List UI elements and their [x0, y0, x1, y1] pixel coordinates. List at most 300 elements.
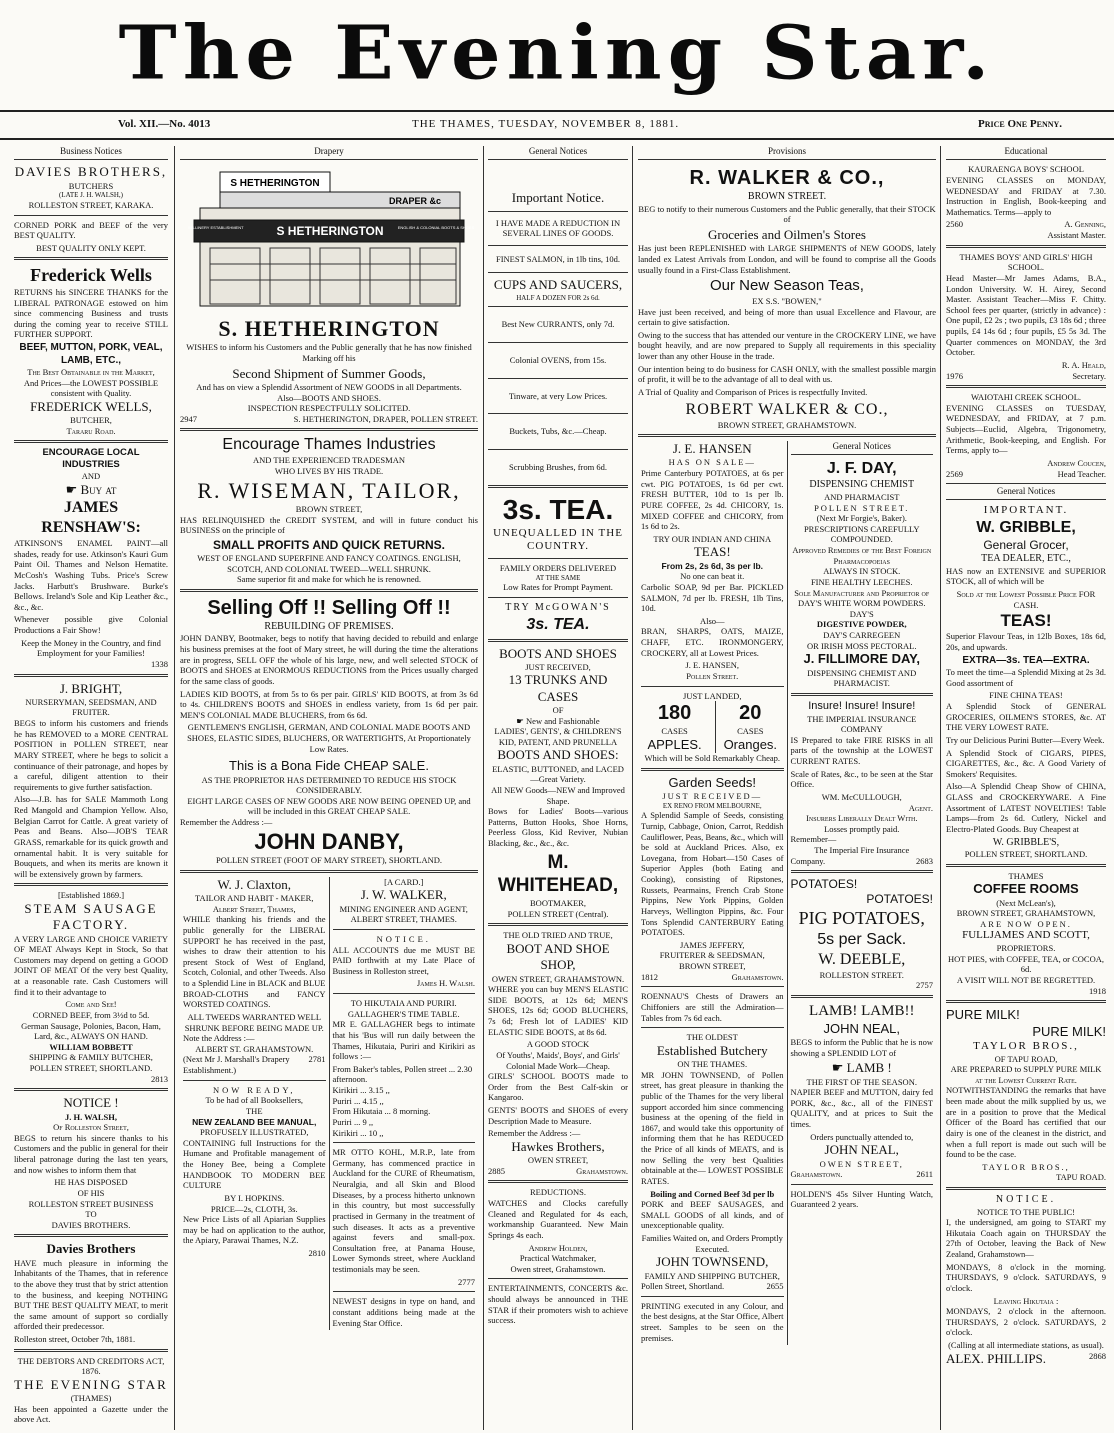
reductions-text: WATCHES and Clocks carefully Cleaned and Regulated for 4s each, workmanship Guaranteed. New Main Springs 4s each.: [488, 1198, 628, 1240]
fw-name: Frederick Wells: [30, 265, 152, 286]
apples-word: APPLES.: [647, 736, 702, 752]
boots-trunks: 13 TRUNKS AND CASES: [508, 672, 608, 704]
davies-best: BEST QUALITY ONLY KEPT.: [36, 242, 146, 253]
newest-designs: NEWEST designs in type on hand, and constant additions being made at the Evening Star Office.: [332, 1296, 475, 1328]
column-heading: Provisions: [638, 146, 936, 160]
nz-ready: NOW READY,: [212, 1084, 296, 1095]
neal-footer: [791, 1169, 934, 1180]
milk-signature-2: TAPU ROAD.: [1056, 1172, 1106, 1183]
public-notice-footer: [946, 1351, 1106, 1367]
whitehead-address: POLLEN STREET (Central).: [507, 908, 609, 919]
butchery-oldest: THE OLDEST: [686, 1032, 738, 1043]
column-heading: General Notices: [488, 146, 628, 160]
boots-received: JUST RECEIVED,: [525, 661, 591, 672]
bobbett-name: WILLIAM BOBBETT: [49, 1041, 133, 1052]
coffee-names: FULLJAMES AND SCOTT,: [962, 929, 1090, 942]
nz-had: To be had of all Booksellers,: [205, 1095, 304, 1106]
provisions-subcolumn-right: [787, 441, 937, 1345]
heth-inspection: INSPECTION RESPECTFULLY SOLICITED.: [247, 403, 411, 414]
hansen-list-2: Carbolic SOAP, 9d per Bar. PICKLED SALMON, 7d per lb. FRESH, 1lb Tins, 10d.: [641, 581, 784, 614]
insure-losses: Losses promptly paid.: [824, 823, 900, 834]
brushes-line: Scrubbing Brushes, from 6d.: [509, 461, 607, 472]
jeffery-footer: [641, 972, 784, 983]
coffee-head: COFFEE ROOMS: [973, 881, 1079, 897]
lamb-head: LAMB! LAMB!!: [809, 1003, 915, 1019]
potatoes-price: 5s per Sack.: [817, 930, 907, 948]
day-name: J. F. DAY,: [826, 460, 897, 478]
milk-bros: TAYLOR BROS.,: [973, 1039, 1079, 1052]
danby-address: POLLEN STREET (FOOT OF MARY STREET), SHORTLAND.: [215, 855, 442, 866]
enc-text-2: Whenever possible give Colonial Productions a Fair Show!: [14, 614, 168, 635]
sell-remember: Remember the Address :—: [180, 817, 273, 827]
heth-text: WISHES to inform his Customers and the Public generally that he has now finished Marking off his: [186, 342, 472, 363]
hansen-list: Prime Canterbury POTATOES, at 6s per cwt. PIG POTATOES, 1s 6d per cwt. FRESH BUTTER, 10d to 1s per lb. PURE COFFEE, 2s 4d. CHICORY, 1s. MIXED COFFEE and CHICORY, from 1s 6d to 2s.: [641, 468, 784, 532]
day-prescriptions: PRESCRIPTIONS CAREFULLY COMPOUNDED.: [803, 523, 920, 545]
kauaeranga-sig-2: Assistant Master.: [1047, 230, 1106, 240]
walker-text-3: Have just been received, and being of more than usual Excellence and Flavour, are certain to give satisfaction.: [638, 306, 936, 328]
buckets-line: Buckets, Tubs, &c.—Cheap.: [509, 426, 607, 437]
neal-orders: Orders punctually attended to,: [810, 1131, 914, 1142]
public-notice-times: MONDAYS, 8 o'clock in the morning. THURSDAYS, 9 o'clock. SATURDAYS, 9 o'clock.: [946, 1261, 1106, 1293]
neal-lamb: [791, 1060, 934, 1076]
hawkes-address: OWEN STREET, GRAHAMSTOWN.: [491, 973, 625, 984]
potatoes-head: POTATOES!: [790, 877, 858, 892]
gribble-trade: General Grocer,: [983, 538, 1069, 553]
neal-first: THE FIRST OF THE SEASON.: [806, 1076, 917, 1087]
milk-signature: TAYLOR BROS.,: [982, 1161, 1070, 1172]
boots-new-text: New and Fashionable: [526, 715, 600, 726]
hansen-fruit-boxes: [641, 701, 784, 753]
thames-school-footer: [946, 371, 1106, 382]
apples-count: 180: [657, 702, 692, 725]
walker-trial: A Trial of Quality and Comparison of Prices is respectfully Invited.: [638, 386, 868, 397]
sell-bona-fide: This is a Bona Fide CHEAP SALE.: [229, 758, 429, 774]
jw-walker-name: J. W. WALKER,: [360, 887, 447, 903]
timetable-row: Puriri ... 9 ,,: [332, 1116, 374, 1127]
ad-number: 2885: [488, 1165, 505, 1176]
sell-head: Selling Off !! Selling Off !!: [207, 596, 451, 619]
davies-late: (LATE J. H. WALSH,): [58, 191, 124, 200]
kohl-text: MR OTTO KOHL, M.R.P., late from Germany, has commenced practice in Auckland for the CURE of Rheumatism, Neuralgia, and all Skin and Blood Diseases, by a process hitherto unknown in this country, but most successfully practised in Germany in the treatment of such diseases. It acts as a preventive against fevers and small-pox. Consultation free, at Panama House, Lower Symonds street, where Auckland testimonials may be seen.: [332, 1147, 475, 1274]
walsh-notice: ALL ACCOUNTS due me MUST BE PAID forthwith at my Late Place of Business in Rolleston street,: [332, 944, 475, 976]
hansen-teas: TEAS!: [693, 544, 731, 560]
roennau-text: ROENNAU'S Chests of Drawers an Chiffoniers are still the Admiration—Tables from 7s 6d each.: [641, 991, 784, 1023]
debtors-act: THE DEBTORS AND CREDITORS ACT, 1876.: [17, 1355, 165, 1377]
fw-signature-3: Tararu Road.: [66, 425, 116, 436]
milk-text: ARE PREPARED to SUPPLY PURE MILK: [950, 1064, 1102, 1075]
insure-signature: WM. McCULLOUGH,: [821, 791, 902, 802]
fillimore-name: J. FILLIMORE DAY,: [803, 651, 921, 667]
hansen-also: Also—: [699, 615, 725, 626]
wiseman-name: R. WISEMAN, TAILOR,: [197, 477, 461, 503]
walker-groceries: Groceries and Oilmen's Stores: [708, 227, 866, 242]
neal-lamb-text: LAMB !: [846, 1060, 892, 1076]
waiotahi-sig-2: Head Teacher.: [1057, 468, 1106, 479]
drapery-subcolumns: [180, 877, 478, 1330]
hikutaia-timetable: [333, 1085, 476, 1138]
enc-keep: Keep the Money in the Country, and find Employment for your Families!: [21, 637, 161, 659]
column-business-notices: [14, 146, 168, 1426]
jeffery-trade: FRUITERER & SEEDSMAN,: [659, 950, 765, 961]
townsend-footer: [641, 1281, 784, 1292]
sausage-german: German Sausage, Polonies, Bacon, Ham, Lard, &c., ALWAYS ON HAND.: [21, 1020, 161, 1042]
wiseman-address: BROWN STREET,: [295, 504, 363, 515]
sell-sub: REBUILDING OF PREMISES.: [264, 620, 394, 632]
column-general-notices: [488, 146, 628, 1426]
shop-sign-4: MILLINERY ESTABLISHMENT: [188, 225, 244, 231]
hansen-sold: Which will be Sold Remarkably Cheap.: [644, 753, 780, 763]
ad-number: 2810: [308, 1248, 326, 1258]
coffee-address: BROWN STREET, GRAHAMSTOWN,: [956, 908, 1096, 919]
day-address: POLLEN STREET.: [814, 502, 910, 513]
hawkes-shop: BOOT AND SHOE SHOP,: [506, 941, 610, 973]
notice-head: NOTICE.: [376, 933, 431, 944]
waiotahi-footer: [946, 469, 1106, 480]
sausage-established: [Established 1869.]: [57, 890, 125, 901]
day-days: DAY'S: [849, 608, 874, 619]
claxton-address: Albert Street, Thames,: [212, 903, 296, 914]
tea-big: 3s. TEA.: [526, 615, 590, 633]
gribble-name: W. GRIBBLE,: [976, 519, 1076, 537]
walsh-business: ROLLESTON STREET BUSINESS: [28, 1198, 154, 1209]
heth-footer: [180, 414, 478, 425]
public-notice-times-2: MONDAYS, 2 o'clock in the afternoon. THURSDAYS, 2 o'clock. SATURDAYS, 2 o'clock.: [946, 1306, 1106, 1338]
butchery-pork: PORK and BEEF SAUSAGES, and SMALL GOODS of all kinds, and of unexceptionable quality.: [641, 1199, 784, 1231]
enc-thames-sub-2: WHO LIVES BY HIS TRADE.: [274, 466, 384, 476]
neal-text-2: NAPIER BEEF and MUTTON, dairy fed PORK, &c., &c., all of the FINEST QUALITY, and at prices to Suit the times.: [790, 1087, 933, 1129]
oranges-count: 20: [739, 702, 762, 725]
ad-number: 2560: [946, 219, 963, 230]
hansen-nocan: No one can beat it.: [680, 571, 745, 582]
claxton-footer: [183, 1054, 326, 1075]
holden-text: HOLDEN'S 45s Silver Hunting Watch, Guaranteed 2 years.: [790, 1188, 933, 1210]
hawkes-girls: GIRLS' SCHOOL BOOTS made to Order from the Best Calf-skin or Kangaroo.: [488, 1071, 628, 1103]
wiseman-big: SMALL PROFITS AND QUICK RETURNS.: [212, 538, 445, 552]
gribble-china: FINE CHINA TEAS!: [989, 690, 1063, 701]
wiseman-text: HAS RELINQUISHED the CREDIT SYSTEM, and will in future conduct his BUSINESS on the principle of: [180, 514, 478, 536]
day-trade-2: AND PHARMACIST: [824, 491, 900, 502]
sell-text: JOHN DANBY, Bootmaker, begs to notify that having decided to rebuild and enlarge his business premises at the foot of Mary street, he will during the time the alterations are in progress, SELL OFF the whole of his large, new, and well selected STOCK of BOOTS and SHOES at ENORMOUS REDUCTIONS from the Prices usually charged for the same class of goods.: [180, 633, 478, 686]
gribble-try: Try our Delicious Purini Butter—Every Week.: [946, 734, 1105, 745]
hansen-landed: JUST LANDED,: [683, 690, 742, 701]
whitehead-trade: BOOTMAKER,: [530, 898, 586, 909]
hawkes-text: WHERE you can buy MEN'S ELASTIC SIDE BOOTS, at 12s 6d; MEN'S SHOES, 12s 6d; GOOD BLUCHERS, 7s 6d; Fresh lot of LADIES' KID ELASTIC SIDE BOOTS, at 8s 6d.: [488, 984, 628, 1037]
jw-walker-trade: MINING ENGINEER AND AGENT,: [339, 903, 468, 914]
nz-text: CONTAINING full Instructions for the Humane and Profitable management of the Honey Bee, being a Complete HANDBOOK TO MODERN BEE CULTURE: [183, 1137, 326, 1191]
butchery-text: MR JOHN TOWNSEND, of Pollen street, has great pleasure in thanking the public of the Thames for the very liberal support accorded him since commencing business at the opening of the field in 1867, and would take this opportunity of informing them that he has REDUCED the Price of all kinds of MEATS, and is now Selling the very best Qualities obtainable at the— LOWEST POSSIBLE RATES.: [641, 1069, 784, 1186]
neal-name: JOHN NEAL,: [823, 1020, 901, 1036]
nz-illustrated: PROFUSELY ILLUSTRATED,: [200, 1127, 309, 1138]
column-drapery: [180, 146, 478, 1426]
column-heading: Drapery: [180, 146, 478, 160]
enc-name: JAMES RENSHAW'S:: [41, 499, 141, 536]
ad-number: 2757: [916, 980, 933, 991]
reductions-sig: Andrew Holden,: [528, 1242, 588, 1253]
storefront-illustration: [180, 168, 478, 308]
milk-text-2: NOTWITHSTANDING the remarks that have been made about the milk supplied by us, we are in a position to prove that the Medical Officer of the Board has certified that our dairy is one of the cleanest in the district, and when a full report is made out such will be found to be the case.: [946, 1085, 1106, 1160]
claxton-name: W. J. Claxton,: [217, 876, 292, 892]
thames-school-text: Head Master—Mr James Adams, B.A., London University. W. H. Airey, Second Master. Assistant Teacher—Miss F. Chitty. School fees per quarter, (strictly in advance) : One pupil, £2 2s ; two pupils, £3 18s 6d ; three pupils, £4 14s 6d ; four pupils, £5 5s 3d. The Quarter commences on MONDAY, the 3rd October.: [946, 272, 1106, 358]
insure-text: IS Prepared to take FIRE RISKS in all parts of the township at the LOWEST CURRENT RATES.: [790, 734, 933, 766]
potatoes-pig: PIG POTATOES,: [798, 908, 925, 929]
hawkes-gents: GENTS' BOOTS and SHOES of every Description Made to Measure.: [488, 1105, 628, 1126]
day-worm: DAY'S WHITE WORM POWDERS.: [798, 598, 926, 609]
hawkes-youths: Of Youths', Maids', Boys', and Girls' Colonial Made Work—Cheap.: [496, 1049, 620, 1071]
waiotahi-sig: Andrew Coucen,: [1047, 457, 1106, 468]
db-date: Rolleston street, October 7th, 1881.: [14, 1334, 136, 1344]
ad-number: 2868: [1089, 1350, 1106, 1361]
entertainments-text: ENTERTAINMENTS, CONCERTS &c. should always be announced in THE STAR if their promoters wish to achieve success.: [488, 1283, 628, 1326]
wiseman-fit: Same superior fit and make for which he is renowned.: [236, 574, 422, 585]
day-approved: Approved Remedies of the Best Foreign Pharmacopoeias: [792, 545, 932, 566]
ad-number: 2781: [308, 1054, 326, 1065]
townsend-name: JOHN TOWNSEND,: [656, 1254, 769, 1270]
reductions-sig-2: Practical Watchmaker,: [519, 1253, 597, 1264]
thames-school-head: THAMES BOYS' AND GIRLS' HIGH SCHOOL.: [959, 251, 1093, 273]
day-always: ALWAYS IN STOCK.: [823, 566, 901, 577]
day-carregeen: DAY'S CARREGEEN: [823, 630, 901, 640]
public-notice-sub: NOTICE TO THE PUBLIC!: [977, 1206, 1075, 1217]
gribble-cigars: A Splendid Stock of CIGARS, PIPES, CIGARETTES, &c., &c. A Good Variety of Smokers' Requisites.: [946, 747, 1106, 779]
place-date: THE THAMES, TUESDAY, NOVEMBER 8, 1881.: [412, 118, 680, 130]
kauaeranga-footer: [946, 219, 1106, 230]
heth-name: S. HETHERINGTON: [218, 315, 440, 341]
insure-company-name: The Imperial Fire Insurance: [814, 845, 910, 855]
ovens-line: Colonial OVENS, from 15s.: [509, 355, 607, 365]
boots-bows: Bows for Ladies' Boots—various Patterns, Button Hooks, Shoe Horns, Peerless Gloss, Kid Reviver, Nubian Blacking, &c., &c., &c.: [488, 806, 628, 848]
hawkes-owen: OWEN STREET,: [527, 1155, 589, 1166]
walsh-signature: James H. Walsh.: [416, 978, 475, 989]
deeble-address: ROLLESTON STREET.: [819, 969, 904, 980]
walker-text-4: Owing to the success that has attended our venture in the CROCKERY LINE, we have bought heavily, and are now prepared to Supply all requirements in this speciality lower than any other House in the trade.: [638, 329, 936, 361]
hikutaia-head: TO HIKUTAIA AND PURIRI.: [350, 998, 457, 1008]
enc-buy-text: Buy at: [80, 481, 117, 497]
bobbett-trade: SHIPPING & FAMILY BUTCHER, POLLEN STREET, SHORTLAND.: [29, 1052, 153, 1073]
gribble-extra: EXTRA—3s. TEA—EXTRA.: [962, 654, 1090, 666]
hawkes-remember: Remember the Address :—: [488, 1128, 581, 1139]
shop-sign-5: ENGLISH & COLONIAL BOOTS & SHOES: [397, 225, 475, 231]
nz-lists: New Price Lists of all Apiarian Supplies may be had on application to the author, the Apiary, Parawai Thames, N.Z.: [183, 1214, 326, 1246]
hikutaia-from: From Baker's tables, Pollen street ... 2.30 afternoon.: [332, 1063, 473, 1085]
day-next: (Next Mr Forgie's, Baker).: [816, 513, 907, 524]
enc-thames-sub: AND THE EXPERIENCED TRADESMAN: [253, 455, 405, 466]
drapery-subcolumn-left: [180, 877, 329, 1330]
walker-name: R. WALKER & CO.,: [689, 167, 885, 190]
claxton-next: (Next Mr J. Marshall's Drapery Establishment.): [183, 1054, 290, 1075]
hansen-try: TRY OUR INDIAN AND CHINA: [653, 533, 772, 544]
claxton-address-2: ALBERT ST. GRAHAMSTOWN.: [195, 1043, 314, 1054]
milk-head: PURE MILK!: [946, 1007, 1020, 1023]
shop-sign-1: S HETHERINGTON: [230, 178, 320, 190]
column-divider: [174, 146, 175, 1430]
walker-text-2: Has just been REPLENISHED with LARGE SHIPMENTS of NEW GOODS, lately landed ex Latest Arrivals from London, and will be found to comprise all the Goods usually found in a First-Class Establishment.: [638, 243, 936, 275]
bright-name: J. BRIGHT,: [59, 680, 123, 696]
seeds-received: JUST RECEIVED—: [662, 790, 763, 801]
whitehead-name: M. WHITEHEAD,: [497, 851, 619, 897]
fw-text: RETURNS his SINCERE THANKS for the LIBERAL PATRONAGE estowed on him since commencing Business and trusts during the coming year to receive STILL FURTHER SUPPORT.: [14, 286, 168, 340]
hawkes-good: A GOOD STOCK: [526, 1039, 590, 1050]
salmon-line: FINEST SALMON, in 1lb tins, 10d.: [495, 253, 621, 264]
apples-box: [647, 701, 701, 753]
hand-pointer-icon: ☛: [516, 715, 527, 726]
insure-head: Insure! Insure! Insure!: [808, 699, 916, 712]
heth-second: Second Shipment of Summer Goods,: [232, 365, 426, 381]
neal-signature: JOHN NEAL,: [824, 1142, 899, 1158]
fw-best: The Best Obtainable in the Market,: [27, 367, 155, 377]
hansen-name: J. E. HANSEN: [672, 441, 752, 457]
butchery-families: Families Waited on, and Orders Promptly Executed.: [641, 1233, 783, 1254]
townsend-trade: FAMILY AND SHIPPING BUTCHER,: [644, 1270, 780, 1281]
tea-try: TRY McGOWAN'S: [505, 602, 611, 613]
gribble-text: HAS now an EXTENSIVE and SUPERIOR STOCK, all of which will be: [946, 565, 1106, 587]
walker-signature-2: BROWN STREET, GRAHAMSTOWN.: [717, 419, 857, 430]
hawkes-old: THE OLD TRIED AND TRUE,: [503, 930, 613, 941]
boots-of: OF: [552, 704, 564, 715]
sausage-head: STEAM SAUSAGE FACTORY.: [24, 901, 158, 933]
day-leeches: FINE HEALTHY LEECHES.: [810, 576, 913, 587]
gribble-also: Also—A Splendid Cheap Show of CHINA, GLASS and CROCKERYWARE. A Fine Assortment of LATEST NOVELTIES! Table Lamps—from 2s 6d. Cutlery, Nickel and Electro-Plated Goods. Buy Cheapest at: [946, 781, 1106, 834]
timetable-row: Kirikiri ... 3.15 ,,: [332, 1085, 390, 1095]
timetable-row: From Hikutaia ... 8 morning.: [332, 1106, 431, 1117]
boots-elastic: ELASTIC, BUTTONED, and LACED—Great Variety.: [492, 763, 624, 785]
walker-teas: Our New Season Teas,: [710, 277, 864, 295]
claxton-trade: TAILOR AND HABIT - MAKER,: [195, 893, 314, 903]
coffee-proprietors: PROPRIETORS.: [996, 943, 1056, 954]
dateline: [0, 110, 1114, 140]
waiotahi-head: WAIOTAHI CREEK SCHOOL.: [970, 392, 1082, 403]
nz-the: THE: [245, 1105, 263, 1116]
boots-ladies: LADIES', GENTS', & CHILDREN'S KID, PATENT, AND PRUNELLA: [494, 726, 622, 747]
cups-line: CUPS AND SAUCERS,: [493, 277, 623, 293]
bright-trade: NURSERYMAN, SEEDSMAN, AND FRUITER.: [25, 696, 157, 718]
coffee-open: ARE NOW OPEN.: [980, 918, 1072, 929]
tea-same: AT THE SAME: [535, 573, 581, 582]
milk-rate: at the Lowest Current Rate.: [975, 1074, 1077, 1085]
ad-number: 2569: [946, 468, 963, 479]
kauaeranga-text: EVENING CLASSES on MONDAY, WEDNESDAY and FRIDAY at 7.30. Instruction in English, Book-keeping and Mathematics. Terms—apply to: [946, 174, 1106, 217]
fw-signature: FREDERICK WELLS,: [30, 398, 152, 414]
star-head: THE EVENING STAR: [14, 1376, 168, 1392]
enc-buy: [14, 482, 168, 498]
heth-assortment: And has on view a Splendid Assortment of NEW GOODS in all Departments.: [196, 381, 462, 392]
waiotahi-text: EVENING CLASSES on TUESDAY, WEDNESDAY, and FRIDAY, at 7 p.m. Subjects—Euclid, Algebra, Trigonometry, Arithmetic, Book-keeping, and English. For Terms, apply to—: [946, 402, 1106, 456]
walker-text-5: Our intention being to do business for CASH ONLY, with the smallest possible margin of profit, it will be to the advantage of all to deal with us.: [638, 363, 936, 385]
apples-cases: CASES: [661, 726, 688, 737]
currants-line: Best New CURRANTS, only 7d.: [501, 319, 615, 330]
gribble-flavour: Superior Flavour Teas, in 12lb Boxes, 18s 6d, 20s, and upwards.: [946, 631, 1106, 652]
column-heading: Business Notices: [14, 146, 168, 160]
public-notice-leaving: Leaving Hikutaia :: [993, 1295, 1059, 1306]
timetable-row: Puriri ... 4.15 ,,: [332, 1095, 384, 1106]
fillimore-trade: DISPENSING CHEMIST AND: [807, 667, 917, 678]
db-head: Davies Brothers: [46, 1241, 136, 1257]
star-text: Has been appointed a Gazette under the above Act.: [14, 1403, 168, 1425]
insure-imperial: THE IMPERIAL INSURANCE: [807, 713, 917, 724]
cups-line-2: HALF A DOZEN FOR 2s 6d.: [516, 293, 600, 302]
gribble-general: A Splendid Stock of GENERAL GROCERIES, OILMEN'S STORES, &c. AT THE VERY LOWEST RATE.: [946, 701, 1106, 733]
hikutaia-text: MR E. GALLAGHER begs to intimate that his 'Bus will run daily between the Thames, Hikutaia, Puriri and Kirikiri as follows :—: [332, 1019, 475, 1062]
neal-grahamstown: Grahamstown.: [790, 1169, 843, 1180]
neal-signature-2: OWEN STREET,: [819, 1158, 904, 1169]
hawkes-grahamstown: Grahamstown.: [576, 1165, 628, 1176]
public-notice-head: NOTICE.: [995, 1194, 1057, 1205]
column-divider: [483, 146, 484, 1430]
deeble-name: W. DEEBLE,: [818, 950, 906, 968]
sell-eight-cases: EIGHT LARGE CASES OF NEW GOODS ARE NOW BEING OPENED UP, and will be included in this GREAT CHEAP SALE.: [187, 795, 471, 817]
coffee-pies: HOT PIES, with COFFEE, TEA, or COCOA, 6d.: [947, 953, 1104, 975]
davies-name: DAVIES BROTHERS,: [14, 164, 168, 180]
column-educational: [946, 146, 1106, 1426]
davies-line: CORNED PORK and BEEF of the very BEST QUALITY.: [14, 219, 168, 241]
tea-head: 3s. TEA.: [502, 493, 614, 525]
sausage-beef: CORNED BEEF, from 3½d to 5d.: [32, 1009, 150, 1020]
fillimore-trade-2: PHARMACIST.: [833, 678, 890, 689]
ad-number: 2683: [916, 855, 933, 866]
potatoes-head-2: POTATOES!: [866, 892, 933, 907]
shop-sign-2: DRAPER &c: [388, 196, 442, 207]
notice-head: NOTICE !: [63, 1095, 119, 1111]
milk-head-2: PURE MILK!: [1032, 1023, 1106, 1039]
ad-number: 2655: [766, 1281, 784, 1292]
gribble-sold: Sold at the Lowest Possible Price FOR CASH.: [956, 588, 1096, 610]
danby-name: JOHN DANBY,: [254, 828, 404, 854]
general-notices-head: General Notices: [946, 483, 1106, 500]
seeds-head: Garden Seeds!: [668, 774, 756, 790]
hansen-signature: J. E. HANSEN,: [685, 660, 740, 671]
masthead-title: The Evening Star.: [118, 10, 996, 97]
butchery-head: Established Butchery: [656, 1042, 768, 1058]
sell-proprietor: AS THE PROPRIETOR HAS DETERMINED TO REDUCE HIS STOCK CONSIDERABLY.: [201, 774, 457, 796]
gribble-meet: To meet the time—a Splendid Mixing at 2s 3d. Good assortment of: [946, 667, 1106, 688]
hansen-list-3: BRAN, SHARPS, OATS, MAIZE, CHAFF, ETC. IRONMONGERY, CROCKERY, all at Lowest Prices.: [641, 626, 784, 658]
drapery-subcolumn-right: [329, 877, 479, 1330]
column-divider: [940, 146, 941, 1430]
card-label: [A CARD.]: [384, 876, 424, 887]
hawkes-name: Hawkes Brothers,: [511, 1138, 605, 1154]
gribble-tea: TEA DEALER, ETC.,: [981, 553, 1071, 565]
provisions-subcolumns: [638, 441, 936, 1345]
tinware-line: Tinware, at very Low Prices.: [508, 390, 608, 401]
ad-number: 2777: [458, 1276, 475, 1287]
provisions-subcolumn-left: [638, 441, 787, 1345]
day-trade: DISPENSING CHEMIST: [809, 479, 915, 491]
heth-also: Also—BOOTS AND SHOES.: [277, 392, 381, 403]
hansen-signature-2: Pollen Street.: [686, 670, 739, 681]
enc-head: ENCOURAGE LOCAL INDUSTRIES: [42, 447, 140, 471]
sell-gents: GENTLEMEN'S ENGLISH, GERMAN, AND COLONIAL MADE BOOTS AND SHOES, ELASTIC SIDES, BLUCHERS, OR WATERTIGHTS, At Proportionately Low Rates.: [187, 722, 471, 754]
coffee-next: (Next McLean's),: [996, 897, 1056, 908]
walker-text: BEG to notify to their numerous Customers and the Public generally, that their STOCK of: [638, 203, 936, 225]
ad-number: 1338: [151, 658, 168, 669]
davies-address: ROLLESTON STREET, KARAKA.: [28, 199, 154, 210]
insure-company: COMPANY: [840, 724, 883, 735]
walsh-to-2: DAVIES BROTHERS.: [51, 1219, 131, 1230]
gribble-address: POLLEN STREET, SHORTLAND.: [964, 849, 1088, 859]
hansen-price: From 2s, 2s 6d, 3s per lb.: [661, 560, 764, 571]
reductions-sig-3: Owen street, Grahamstown.: [510, 1263, 606, 1274]
ad-number: 2813: [151, 1073, 168, 1084]
thames-school-sig: R. A. Heald,: [1061, 359, 1106, 370]
important-notice-text: I HAVE MADE A REDUCTION IN SEVERAL LINES OF GOODS.: [495, 217, 621, 239]
ad-number: 2611: [916, 1169, 933, 1180]
insure-company-2: Company.: [790, 855, 826, 866]
butchery-on: ON THE THAMES.: [677, 1059, 748, 1069]
coffee-thames: THAMES: [1008, 870, 1044, 881]
jeffery-address: BROWN STREET,: [679, 961, 746, 971]
hand-pointer-icon: ☛: [831, 1060, 847, 1076]
butchery-boil: Boiling and Corned Beef 3d per lb: [650, 1188, 775, 1199]
jw-walker-address: ALBERT STREET, THAMES.: [350, 914, 457, 925]
